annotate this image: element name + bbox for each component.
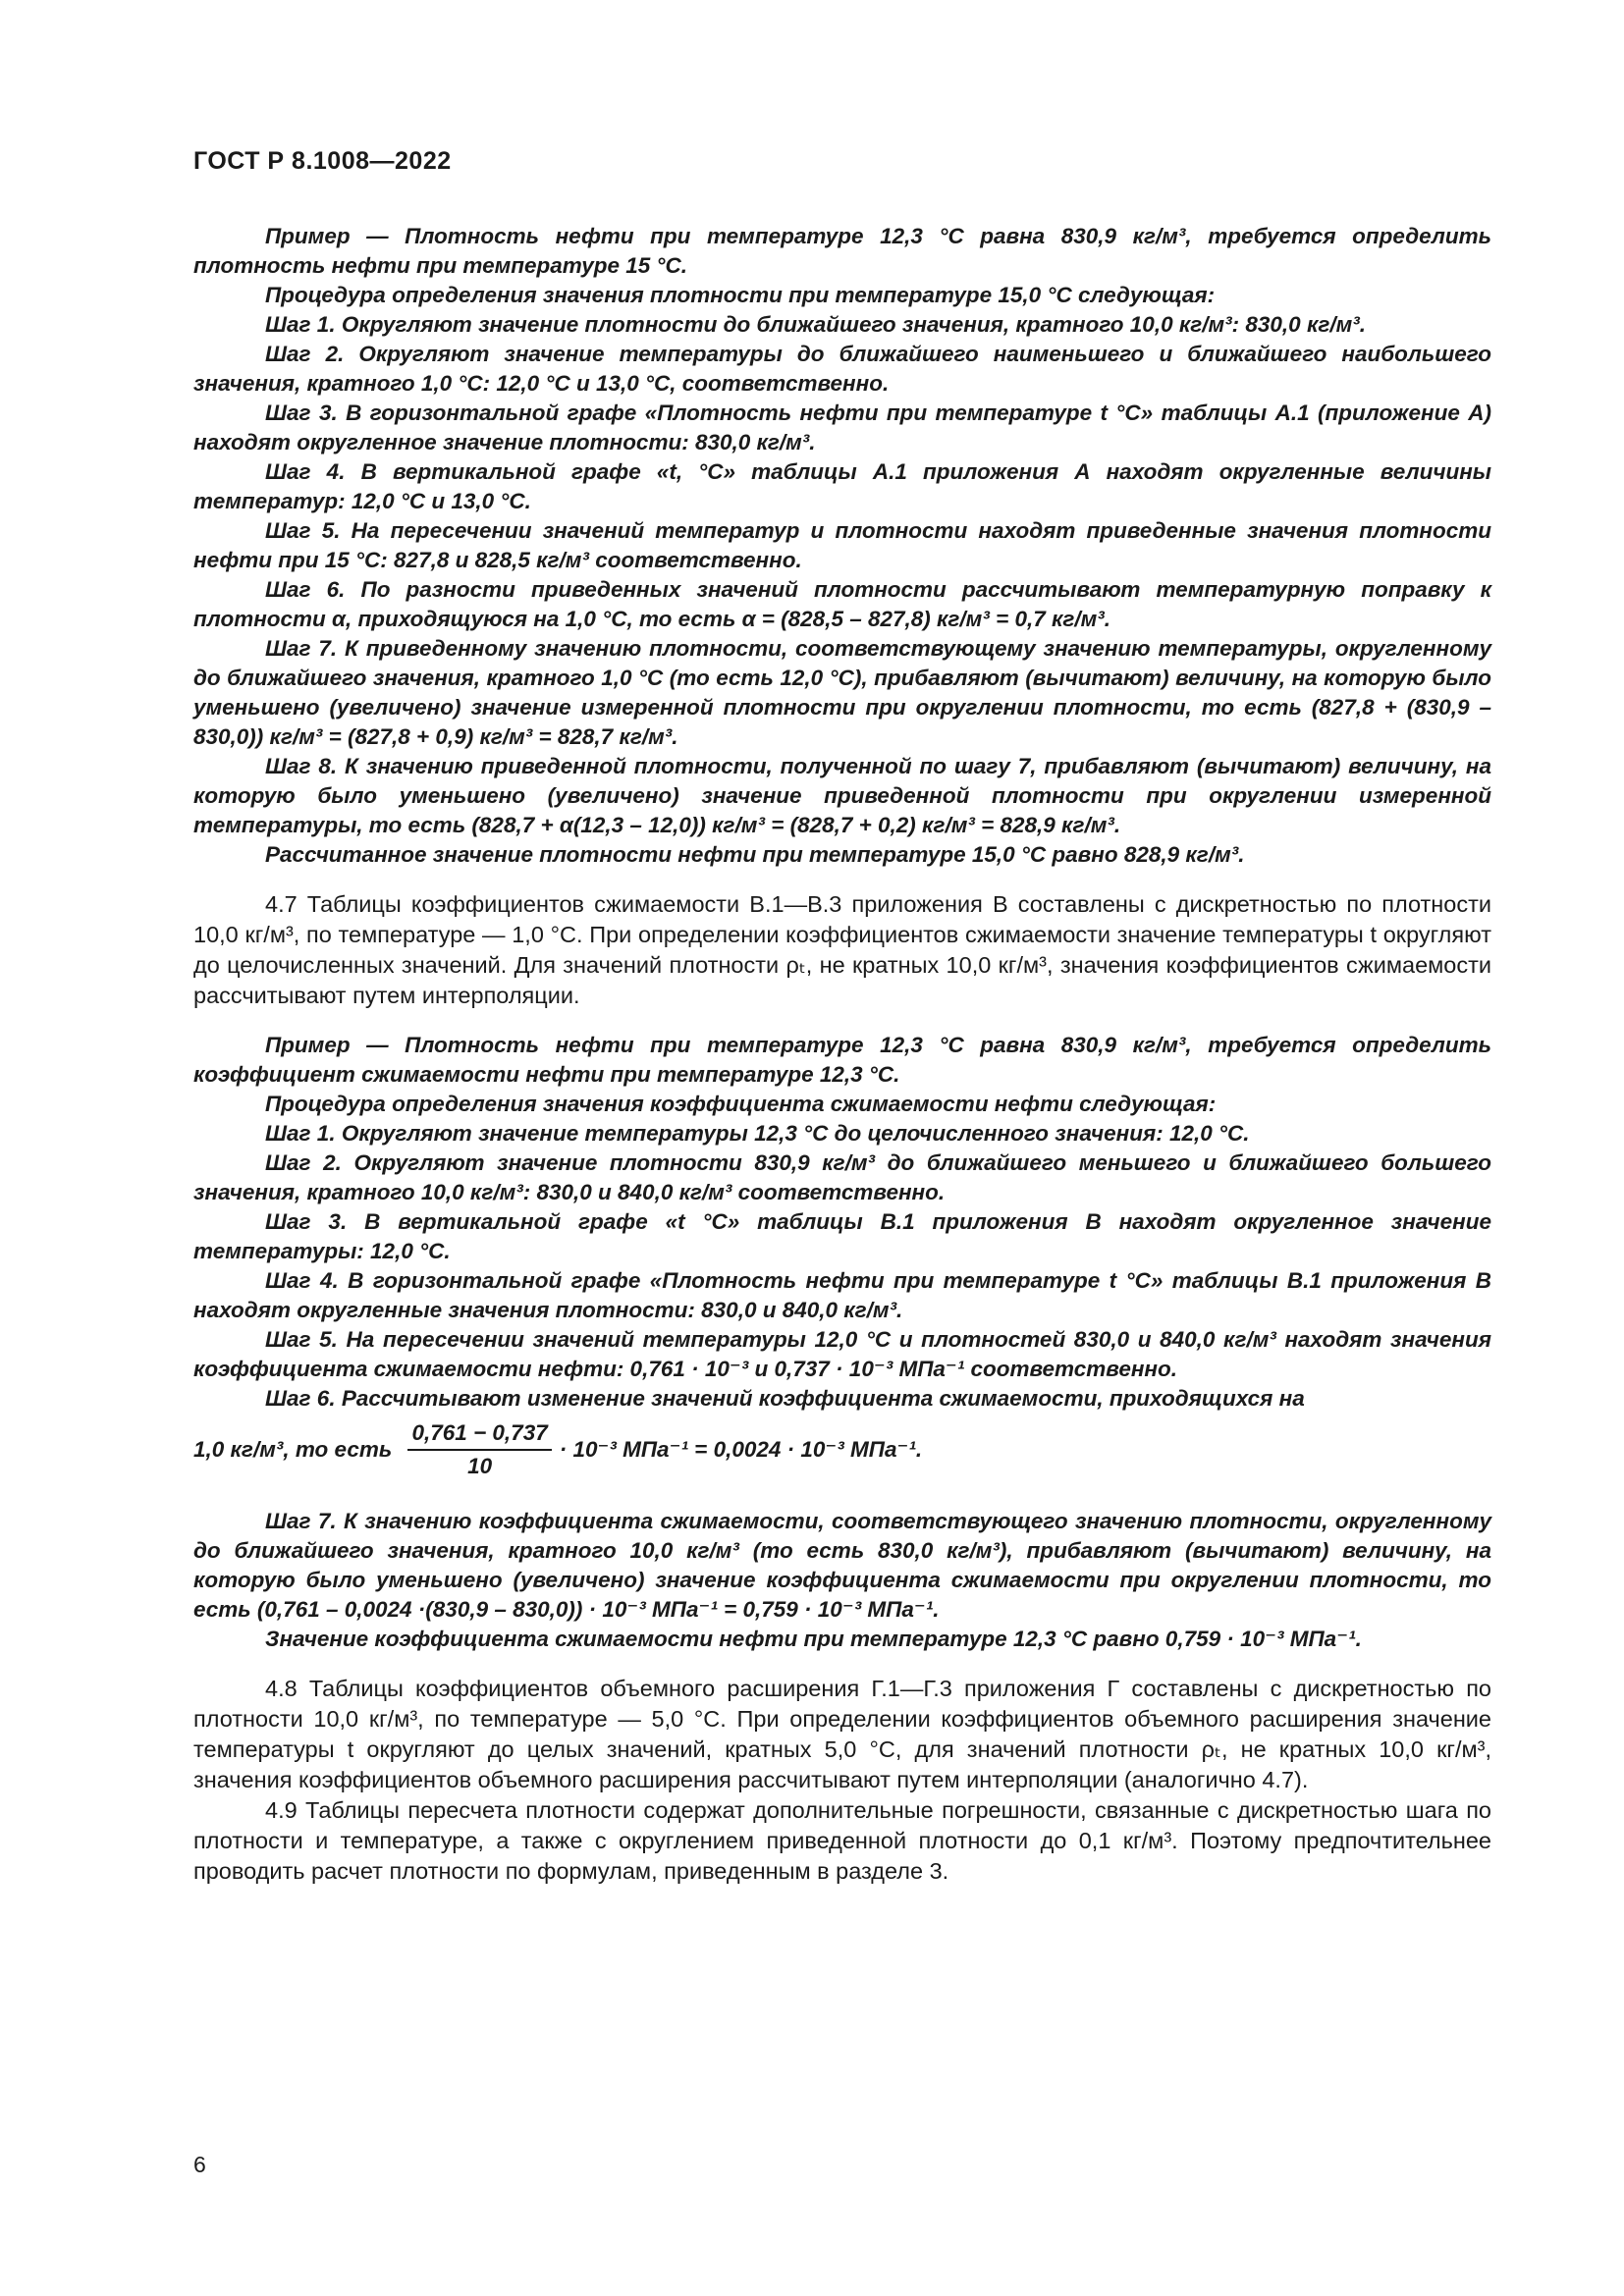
paragraph-4-9: 4.9 Таблицы пересчета плотности содержат дополнительные погрешности, связанные с дискретностью шага по плотности и температуре, а также с округлением приведенной плотности до 0,1 кг/м³. Поэтому предпочтительнее проводить расчет плотности по формулам, приведенным в разделе 3. [193, 1797, 1491, 1884]
example-line: Шаг 2. Округляют значение температуры до ближайшего наименьшего и ближайшего наибольшего значения, кратного 1,0 °С: 12,0 °С и 13,0 °С, соответственно. [193, 342, 1491, 396]
example-line: Шаг 6. По разности приведенных значений плотности рассчитывают температурную поправку к плотности α, приходящуюся на 1,0 °С, то есть α = (828,5 – 827,8) кг/м³ = 0,7 кг/м³. [193, 577, 1491, 631]
example-line: Шаг 3. В вертикальной графе «t °С» таблицы В.1 приложения В находят округленное значение температуры: 12,0 °С. [193, 1209, 1491, 1263]
example-line: Шаг 4. В горизонтальной графе «Плотность нефти при температуре t °С» таблицы В.1 приложения В находят округленные значения плотности: 830,0 и 840,0 кг/м³. [193, 1268, 1491, 1322]
example-line: Шаг 4. В вертикальной графе «t, °С» таблицы А.1 приложения А находят округленные величины температур: 12,0 °С и 13,0 °С. [193, 459, 1491, 513]
example-density [193, 222, 1491, 870]
paragraph-4-8: 4.8 Таблицы коэффициентов объемного расширения Г.1—Г.3 приложения Г составлены с дискретностью по плотности 10,0 кг/м³, по температуре — 5,0 °С. При определении коэффициентов объемного расширения значение температуры t округляют до целых значений, кратных 5,0 °С, для значений плотности ρₜ, не кратных 10,0 кг/м³, значения коэффициентов объемного расширения рассчитывают путем интерполяции (аналогично 4.7). [193, 1676, 1491, 1792]
formula-line [193, 1419, 1491, 1480]
example-line: Шаг 1. Округляют значение плотности до ближайшего значения, кратного 10,0 кг/м³: 830,0 кг/м³. [265, 312, 1366, 337]
example-compressibility [193, 1031, 1491, 1654]
example-line: Пример — Плотность нефти при температуре 12,3 °С равна 830,9 кг/м³, требуется определить коэффициент сжимаемости нефти при температуре 12,3 °С. [193, 1033, 1491, 1087]
example-line: Шаг 6. Рассчитывают изменение значений коэффициента сжимаемости, приходящихся на [265, 1386, 1305, 1411]
example-line: Значение коэффициента сжимаемости нефти при температуре 12,3 °С равно 0,759 · 10⁻³ МПа⁻¹. [265, 1627, 1362, 1651]
formula-suffix: · 10⁻³ МПа⁻¹ = 0,0024 · 10⁻³ МПа⁻¹. [559, 1437, 923, 1462]
page-number: 6 [193, 2152, 206, 2177]
fraction-denominator: 10 [467, 1454, 493, 1478]
example-line: Шаг 3. В горизонтальной графе «Плотность нефти при температуре t °С» таблицы А.1 (приложение А) находят округленное значение плотности: 830,0 кг/м³. [193, 400, 1491, 454]
example-line: Пример — Плотность нефти при температуре 12,3 °С равна 830,9 кг/м³, требуется определить плотность нефти при температуре 15 °С. [193, 224, 1491, 278]
example-line: Рассчитанное значение плотности нефти при температуре 15,0 °С равно 828,9 кг/м³. [265, 842, 1245, 867]
example-line: Шаг 8. К значению приведенной плотности, полученной по шагу 7, прибавляют (вычитают) величину, на которую было уменьшено (увеличено) значение приведенной плотности при округлении измеренной температуры, то есть (828,7 + α(12,3 – 12,0)) кг/м³ = (828,7 + 0,2) кг/м³ = 828,9 кг/м³. [193, 754, 1491, 837]
fraction-numerator: 0,761 − 0,737 [407, 1419, 551, 1451]
example-line: Шаг 7. К приведенному значению плотности, соответствующему значению температуры, округленному до ближайшего значения, кратного 1,0 °С (то есть 12,0 °С), прибавляют (вычитают) величину, на которую было уменьшено (увеличено) значение измеренной плотности при округлении плотности, то есть (827,8 + (830,9 – 830,0)) кг/м³ = (827,8 + 0,9) кг/м³ = 828,7 кг/м³. [193, 636, 1491, 749]
example-line: Процедура определения значения плотности при температуре 15,0 °С следующая: [265, 283, 1216, 307]
example-line: Процедура определения значения коэффициента сжимаемости нефти следующая: [265, 1092, 1217, 1116]
page-content [193, 222, 1491, 1887]
example-line: Шаг 7. К значению коэффициента сжимаемости, соответствующего значению плотности, округленному до ближайшего значения, кратного 10,0 кг/м³ (то есть 830,0 кг/м³), прибавляют (вычитают) величину, на которую было уменьшено (увеличено) значение коэффициента сжимаемости при округлении плотности, то есть (0,761 – 0,0024 ·(830,9 – 830,0)) · 10⁻³ МПа⁻¹ = 0,759 · 10⁻³ МПа⁻¹. [193, 1509, 1491, 1622]
paragraph-4-7: 4.7 Таблицы коэффициентов сжимаемости В.1—В.3 приложения В составлены с дискретностью по плотности 10,0 кг/м³, по температуре — 1,0 °С. При определении коэффициентов сжимаемости значение температуры t округляют до целочисленных значений. Для значений плотности ρₜ, не кратных 10,0 кг/м³, значения коэффициентов сжимаемости рассчитывают путем интерполяции. [193, 891, 1491, 1008]
example-line: Шаг 1. Округляют значение температуры 12,3 °С до целочисленного значения: 12,0 °С. [265, 1121, 1250, 1146]
document-header: ГОСТ Р 8.1008—2022 [193, 147, 452, 175]
formula-fraction [407, 1419, 551, 1480]
formula-prefix: 1,0 кг/м³, то есть [193, 1437, 399, 1462]
example-line: Шаг 5. На пересечении значений температур и плотности находят приведенные значения плотности нефти при 15 °С: 827,8 и 828,5 кг/м³ соответственно. [193, 518, 1491, 572]
example-line: Шаг 2. Округляют значение плотности 830,9 кг/м³ до ближайшего меньшего и ближайшего большего значения, кратного 10,0 кг/м³: 830,0 и 840,0 кг/м³ соответственно. [193, 1150, 1491, 1204]
example-line: Шаг 5. На пересечении значений температуры 12,0 °С и плотностей 830,0 и 840,0 кг/м³ находят значения коэффициента сжимаемости нефти: 0,761 · 10⁻³ и 0,737 · 10⁻³ МПа⁻¹ соответственно. [193, 1327, 1491, 1381]
